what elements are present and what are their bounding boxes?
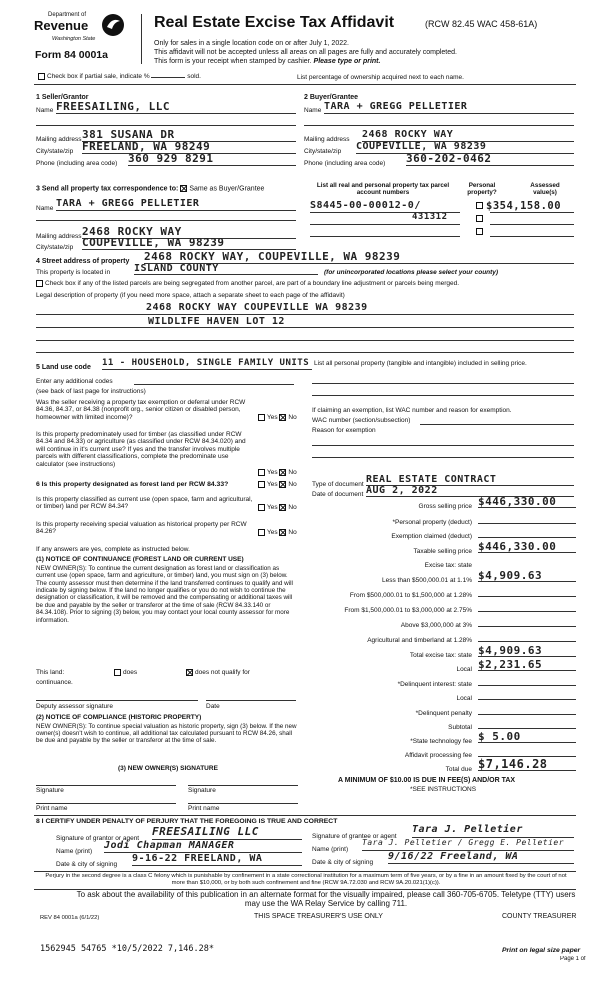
- tech-fee-value[interactable]: $ 5.00: [478, 730, 521, 743]
- parcel-header: List all real and personal property tax parcel account numbers: [316, 182, 450, 197]
- located-label: This property is located in: [36, 269, 111, 276]
- historic-title: (2) NOTICE OF COMPLIANCE (HISTORIC PROPERTY): [36, 714, 202, 721]
- buyer-mail-label: Mailing address: [304, 136, 350, 143]
- seller-mail[interactable]: 381 SUSANA DR: [82, 129, 296, 142]
- ownership-note: List percentage of ownership acquired next to each name.: [297, 74, 464, 81]
- doc-date[interactable]: AUG 2, 2022: [366, 485, 574, 497]
- street-label: 4 Street address of property: [36, 258, 130, 265]
- buyer-name[interactable]: TARA + GREGG PELLETIER: [324, 101, 574, 114]
- historic-text: NEW OWNER(S): To continue special valuation as historic property, sign (3) below. If the new owner(s) doesn't wish to continue, all additional tax calculated pursuant to RCW 84.26, shall be due and payable by the seller or transferor at the time of sale.: [36, 723, 297, 745]
- seller-city[interactable]: FREELAND, WA 98249: [82, 141, 296, 154]
- corr-mail-label: Mailing address: [36, 233, 82, 240]
- excise-label: Excise tax: state: [424, 562, 472, 569]
- segregated-row: Check box if any of the listed parcels are being segregated from another parcel, are part of a boundary line adjustment or parcels being merged.: [36, 280, 459, 288]
- seller-name[interactable]: FREESAILING, LLC: [56, 101, 296, 114]
- corr-name-label: Name: [36, 205, 54, 212]
- timber-no-checkbox[interactable]: [279, 469, 286, 476]
- corr-city[interactable]: COUPEVILLE, WA 98239: [82, 237, 296, 250]
- buyer-city[interactable]: COUPEVILLE, WA 98239: [356, 141, 574, 154]
- grantee-sig-label: Signature of grantee or agent: [312, 833, 397, 840]
- taxable-value[interactable]: $446,330.00: [478, 540, 557, 553]
- bracket-5-label: Agricultural and timberland at 1.28%: [367, 637, 472, 644]
- grantee-signature[interactable]: Tara J. Pelletier: [412, 824, 574, 838]
- grantor-sig-label: Signature of grantor or agent: [56, 835, 140, 842]
- state-label: Washington State: [52, 36, 96, 42]
- minimum-note: A MINIMUM OF $10.00 IS DUE IN FEE(S) AND/OR TAX: [338, 777, 516, 784]
- legal-label: Legal description of property (if you need more space, attach a separate sheet to each page of the affidavit): [36, 292, 345, 299]
- continuance-text: NEW OWNER(S): To continue the current designation as forest land or classification as current use (open space, farm and agriculture, or timber) land, you must sign on (3) below. The county assessor must then determine if the land transferred continues to qualify and will indicate by signing below. If the land no longer qualifies or you do not wish to continue the designation or classification, it will be removed and the compensating or additional taxes will be due and payable by the seller or transferor at the time of sale (RCW 84.33.140 or 84.34.108). Prior to signing (3) below, you may contact your local county assessor for more information.: [36, 565, 293, 624]
- wac-number-label: WAC number (section/subsection): [312, 417, 411, 424]
- gross-value[interactable]: $446,330.00: [478, 495, 557, 508]
- buyer-phone[interactable]: 360-202-0462: [406, 153, 574, 166]
- parcel-number-2[interactable]: 431312: [412, 212, 448, 222]
- page-number: Page 1 of: [560, 956, 586, 962]
- does-not-qualify-checkbox[interactable]: [186, 669, 193, 676]
- bracket-2-label: From $500,000.01 to $1,500,000 at 1.28%: [349, 592, 472, 599]
- total-due-label: Total due: [445, 766, 472, 773]
- delinquent-penalty-label: *Delinquent penalty: [415, 710, 472, 717]
- current-yes-no: Yes No: [258, 504, 297, 512]
- grantor-name-label: Name (print): [56, 848, 93, 855]
- segregated-checkbox[interactable]: [36, 280, 43, 287]
- note-3: This form is your receipt when stamped by cashier. Please type or print.: [154, 58, 381, 65]
- forest-no-checkbox[interactable]: [279, 481, 286, 488]
- receipt-stamp: 1562945 54765 *10/5/2022 7,146.28*: [40, 944, 214, 954]
- exempt-deduct-label: Exemption claimed (deduct): [391, 533, 472, 540]
- treasurer-space: THIS SPACE TREASURER'S USE ONLY: [254, 913, 383, 920]
- reason-label: Reason for exemption: [312, 427, 376, 434]
- if-yes-note: If any answers are yes, complete as instructed below.: [36, 546, 190, 553]
- parcel-number-1[interactable]: S8445-00-00012-0/: [310, 200, 421, 211]
- historic-question: Is this property receiving special valuation as historical property per RCW 84.26?: [36, 521, 247, 536]
- affidavit-fee-label: Affidavit processing fee: [404, 752, 472, 759]
- doc-type-label: Type of document: [312, 481, 364, 488]
- corr-name[interactable]: TARA + GREGG PELLETIER: [56, 198, 296, 211]
- deputy-date-label: Date: [206, 703, 220, 710]
- personal-checkbox-2[interactable]: [476, 215, 485, 223]
- seller-phone[interactable]: 360 929 8291: [128, 153, 296, 166]
- bracket-4-label: Above $3,000,000 at 3%: [400, 622, 472, 629]
- this-land-label: This land:: [36, 669, 65, 676]
- gross-label: Gross selling price: [418, 503, 472, 510]
- timber-question: Is this property predominately used for timber (as classified under RCW 84.34 and 84.33) or agriculture (as classified under RCW 84.34.020) and will continue in it's current use? If yes and the transfer involves multiple parcels with different classifications, complete the predominate use calculator (see instructions): [36, 431, 246, 468]
- partial-sale-row: Check box if partial sale, indicate % sold.: [38, 73, 201, 81]
- new-owner-title: (3) NEW OWNER(S) SIGNATURE: [118, 765, 218, 772]
- local-label: Local: [456, 666, 472, 673]
- doc-date-label: Date of document: [312, 491, 364, 498]
- corr-mail[interactable]: 2468 ROCKY WAY: [82, 226, 296, 239]
- local-value[interactable]: $2,231.65: [478, 658, 543, 671]
- assessed-header: Assessed value(s): [530, 182, 560, 197]
- assessed-value-1[interactable]: $354,158.00: [486, 200, 562, 212]
- personal-deduct-label: *Personal property (deduct): [392, 519, 472, 526]
- tech-fee-label: *State technology fee: [410, 738, 472, 745]
- dept-label: Department of: [48, 12, 87, 18]
- agency-label: Revenue: [34, 18, 89, 33]
- same-as-buyer-checkbox[interactable]: [180, 185, 187, 192]
- total-state-label: Total excise tax: state: [409, 652, 472, 659]
- seller-name-label: Name: [36, 107, 54, 114]
- personal-checkbox-1[interactable]: [476, 202, 485, 210]
- unincorp-note: (for unincorporated locations please select your county): [324, 269, 499, 276]
- form-number: Form 84 0001a: [35, 49, 108, 61]
- correspondence-label: 3 Send all property tax correspondence to: Same as Buyer/Grantee: [36, 185, 265, 193]
- bracket-1-label: Less than $500,000.01 at 1.1%: [382, 577, 472, 584]
- does-qualify: does: [114, 669, 137, 677]
- personal-checkbox-3[interactable]: [476, 228, 485, 236]
- buyer-section-title: 2 Buyer/Grantee: [304, 94, 359, 101]
- personal-header: Personal property?: [467, 182, 497, 197]
- grantee-name[interactable]: Tara J. Pelletier / Gregg E. Pelletier: [362, 838, 574, 851]
- continuance-label: continuance.: [36, 679, 73, 686]
- grantee-date-city[interactable]: 9/16/22 Freeland, WA: [388, 851, 574, 864]
- wa-logo-icon: [100, 12, 126, 38]
- delinquent-local-label: Local: [456, 695, 472, 702]
- bracket-1-value[interactable]: $4,909.63: [478, 569, 543, 582]
- wac-label: If claiming an exemption, list WAC number and reason for exemption.: [312, 407, 512, 414]
- county-treasurer: COUNTY TREASURER: [502, 913, 577, 920]
- seller-mail-label: Mailing address: [36, 136, 82, 143]
- taxable-label: Taxable selling price: [413, 548, 472, 555]
- rev-label: REV 84 0001a (6/1/22): [40, 915, 100, 921]
- note-1: Only for sales in a single location code on or after July 1, 2022.: [154, 40, 349, 47]
- property-street[interactable]: 2468 ROCKY WAY, COUPEVILLE, WA 98239: [144, 251, 574, 264]
- historic-yes-no: Yes No: [258, 529, 297, 537]
- seller-section-title: 1 Seller/Grantor: [36, 94, 89, 101]
- total-state-value[interactable]: $4,909.63: [478, 644, 543, 657]
- current-no-checkbox[interactable]: [279, 504, 286, 511]
- timber-yes-no: Yes No: [258, 469, 297, 477]
- grantee-name-label: Name (print): [312, 846, 349, 853]
- bracket-3-label: From $1,500,000.01 to $3,000,000 at 2.75%: [344, 607, 472, 614]
- alt-format-note: To ask about the availability of this publication in an alternate format for the visually impaired, please call 360-705-6705. Teletype (TTY) users may use the WA Relay Service by calling 711.: [76, 890, 576, 908]
- timber-yes-checkbox[interactable]: [258, 469, 265, 476]
- buyer-mail[interactable]: 2468 ROCKY WAY: [362, 129, 574, 142]
- legal-line-1[interactable]: 2468 ROCKY WAY COUPEVILLE WA 98239: [146, 302, 368, 313]
- land-code[interactable]: 11 - HOUSEHOLD, SINGLE FAMILY UNITS: [102, 358, 312, 370]
- personal-list-label: List all personal property (tangible and intangible) included in selling price.: [314, 360, 527, 367]
- deputy-label: Deputy assessor signature: [36, 703, 113, 710]
- exempt-question: Was the seller receiving a property tax exemption or deferral under RCW 84.36, 84.37, or 84.38 (nonprofit org., senior citizen or disabled person, homeowner with limited income)?: [36, 399, 246, 421]
- total-due-value[interactable]: $7,146.28: [478, 757, 548, 771]
- does-qualify-checkbox[interactable]: [114, 669, 121, 676]
- buyer-city-label: City/state/zip: [304, 148, 342, 155]
- rcw-ref: (RCW 82.45 WAC 458-61A): [425, 19, 538, 29]
- seller-city-label: City/state/zip: [36, 148, 74, 155]
- county[interactable]: ISLAND COUNTY: [134, 263, 318, 275]
- partial-sale-checkbox[interactable]: [38, 73, 45, 80]
- buyer-name-label: Name: [304, 107, 322, 114]
- grantor-date-city[interactable]: 9-16-22 FREELAND, WA: [132, 853, 302, 866]
- land-code-label: 5 Land use code: [36, 364, 91, 371]
- doc-type[interactable]: REAL ESTATE CONTRACT: [366, 474, 574, 486]
- forest-yes-no: Yes No: [258, 481, 297, 489]
- does-not-qualify: does not qualify for: [186, 669, 250, 677]
- corr-city-label: City/state/zip: [36, 244, 74, 251]
- exempt-no-checkbox[interactable]: [279, 414, 286, 421]
- see-instructions: *SEE INSTRUCTIONS: [410, 786, 477, 793]
- perjury-note: Perjury in the second degree is a class C felony which is punishable by confinement in a state correctional institution for a maximum term of five years, or by a fine in an amount fixed by the court of not more than $10,000, or by both such confinement and fine (RCW 9A.72.030 and RCW 9A.20.021(1)(c)).: [45, 873, 567, 887]
- note-2: This affidavit will not be accepted unless all areas on all pages are fully and accurately completed.: [154, 49, 457, 56]
- exempt-yes-no: Yes No: [258, 414, 297, 422]
- continuance-title: (1) NOTICE OF CONTINUANCE (FOREST LAND OR CURRENT USE): [36, 556, 244, 563]
- owner-sig-label-1: Signature: [36, 787, 64, 794]
- legal-line-2[interactable]: WILDLIFE HAVEN LOT 12: [148, 316, 285, 327]
- subtotal-label: Subtotal: [448, 724, 472, 731]
- certify-title: 8 I CERTIFY UNDER PENALTY OF PERJURY THAT THE FOREGOING IS TRUE AND CORRECT: [36, 818, 338, 825]
- legal-size-note: Print on legal size paper: [502, 947, 581, 954]
- grantor-signature[interactable]: FREESAILING LLC: [152, 826, 302, 840]
- seller-phone-label: Phone (including area code): [36, 160, 118, 167]
- owner-sig-label-2: Signature: [188, 787, 216, 794]
- forest-yes-checkbox[interactable]: [258, 481, 265, 488]
- owner-print-label-2: Print name: [188, 805, 220, 812]
- current-yes-checkbox[interactable]: [258, 504, 265, 511]
- grantor-date-label: Date & city of signing: [56, 861, 118, 868]
- historic-yes-checkbox[interactable]: [258, 529, 265, 536]
- delinquent-interest-label: *Delinquent interest: state: [397, 681, 472, 688]
- current-use-question: Is this property classified as current use (open space, farm and agricultural, or timber) land per RCW 84.34?: [36, 496, 253, 511]
- forest-question: 6 Is this property designated as forest land per RCW 84.33?: [36, 481, 229, 488]
- form-title: Real Estate Excise Tax Affidavit: [154, 14, 395, 31]
- additional-codes-label: Enter any additional codes: [36, 378, 113, 385]
- historic-no-checkbox[interactable]: [279, 529, 286, 536]
- buyer-phone-label: Phone (including area code): [304, 160, 386, 167]
- owner-print-label-1: Print name: [36, 805, 68, 812]
- exempt-yes-checkbox[interactable]: [258, 414, 265, 421]
- grantor-name[interactable]: Jodi Chapman MANAGER: [104, 840, 302, 853]
- grantee-date-label: Date & city of signing: [312, 859, 374, 866]
- back-instructions: (see back of last page for instructions): [36, 388, 146, 395]
